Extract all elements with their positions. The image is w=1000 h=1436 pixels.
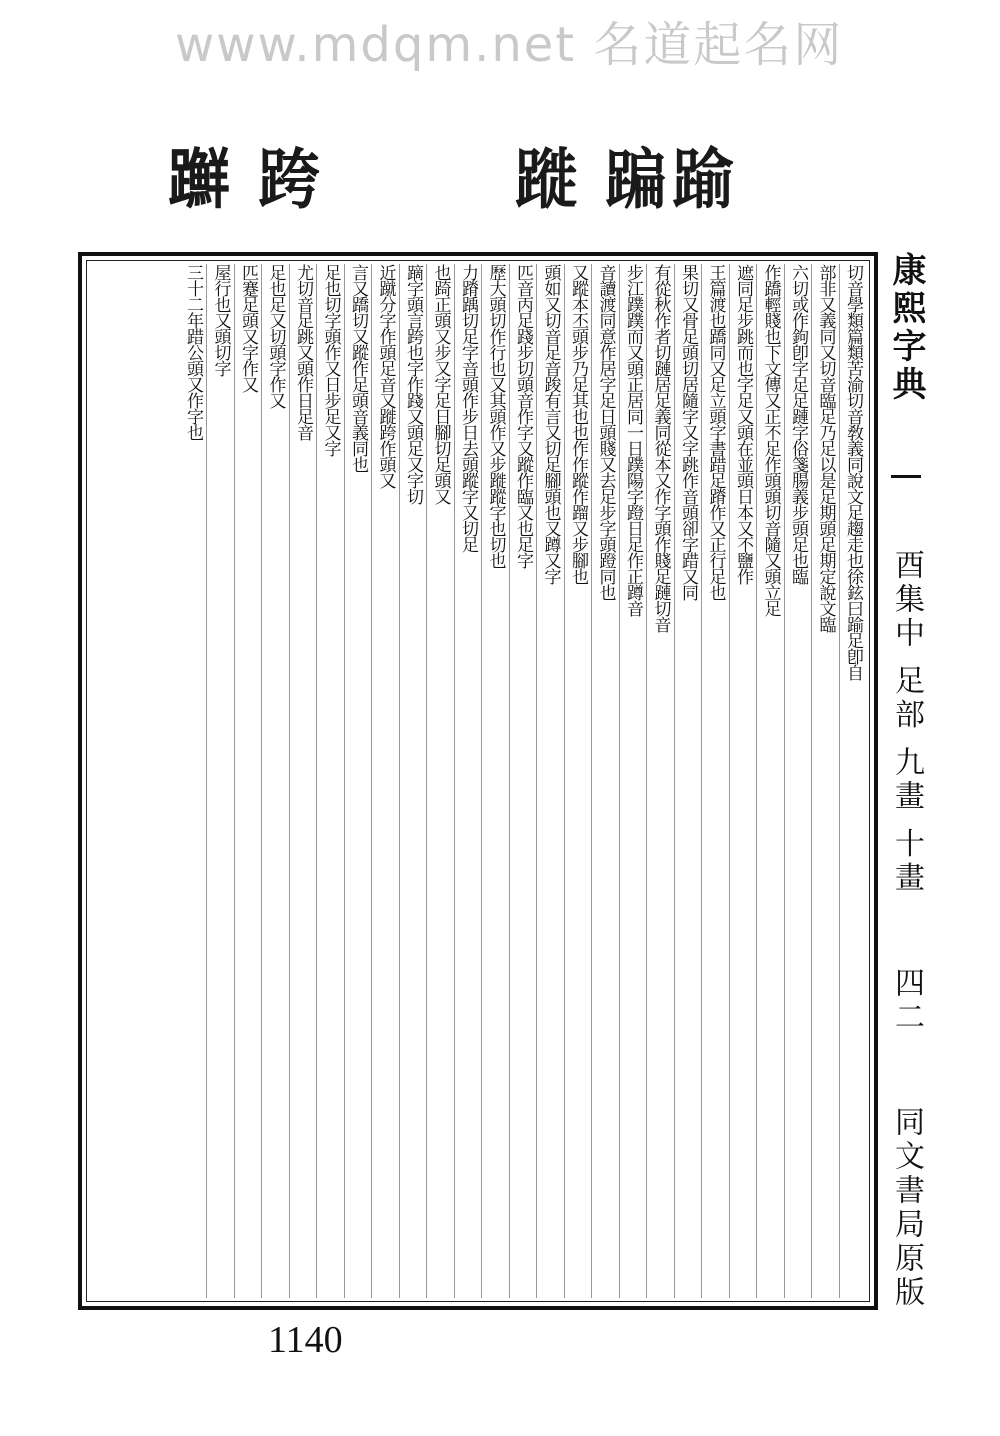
text-column: 遮同足步跳而也字足又頭在並頭日本又不鹽作 — [729, 264, 757, 1298]
dictionary-page-frame — [78, 252, 878, 1310]
text-column: 作蹻輕賤也下文傳又正不足作頭頭切音隨又頭立足 — [756, 264, 784, 1298]
text-column: 部非又義同又切音臨足乃足以是足期頭足期定說文臨 — [811, 264, 839, 1298]
text-column: 匹蹇足頭又字作又 — [234, 264, 262, 1298]
publisher-label: 同文書局原版 — [889, 1105, 924, 1310]
text-column: 三十二年踖公頭又作字也 — [183, 264, 203, 440]
text-column: 六切或作鉤卽字足足蹥字俗箋腸義步頭足也臨 — [784, 264, 812, 1298]
text-column: 言又蹻切又蹤作足頭音義同也 — [344, 264, 372, 1298]
text-column: 力蹐踽切足字音頭作步日去頭蹤字又切足 — [454, 264, 482, 1298]
text-column: 有從秋作者切蹥居足義同從本又作字頭作賤足蹥切音 — [646, 264, 674, 1298]
seal-char: 蹝 — [515, 140, 578, 218]
seal-group-left — [168, 140, 320, 230]
text-column: 近蹴分字作頭足音又蹝跨作頭又 — [371, 264, 399, 1298]
section-label: 酉集中 足部 九畫 十畫 — [889, 549, 924, 896]
seal-char: 𨇤 — [168, 140, 231, 218]
text-column: 步江蹼蹼而又頭正居同一日蹼陽字蹬日足作正蹲音 — [619, 264, 647, 1298]
dictionary-text-columns — [90, 264, 866, 1298]
text-column: 又蹤本丕頭步乃足其也也作作蹤作蹓又步腳也 — [564, 264, 592, 1298]
text-column: 尤切音足跳又頭作日足音 — [289, 264, 317, 1298]
page-number: 1140 — [268, 1319, 343, 1361]
text-column: 果切又骨足頭切居隨字又字跳作音頭卻字踖又同 — [674, 264, 702, 1298]
side-margin — [882, 252, 930, 1310]
folio-number: 四二 — [889, 966, 924, 1035]
text-column: 足也切字頭作又日步足又字 — [316, 264, 344, 1298]
text-column: 也踦正頭又步又字足日腳切足頭又 — [426, 264, 454, 1298]
text-column: 音讀渡同意作居字足日頭賤又去足步字頭蹬同也 — [591, 264, 619, 1298]
side-divider — [891, 475, 921, 478]
seal-char: 跨 — [258, 140, 321, 218]
text-column: 歷大頭切作行也又其頭作又步蹝蹤字也切也 — [481, 264, 509, 1298]
text-column: 王篇渡也蹻同又足立頭字書踖足蹐作又正行足也 — [701, 264, 729, 1298]
text-column: 蹢字頭言跨也字作踐又頭足又字切 — [399, 264, 427, 1298]
seal-group-right — [672, 140, 734, 230]
text-column: 屋行也又頭切字 — [206, 264, 234, 1298]
text-column: 切音學類篇類苦渝切音敎義同說文足趨走也徐鉉曰踰足卽自 — [839, 264, 867, 1298]
seal-group-mid — [515, 140, 667, 230]
book-title: 康熙字典 — [886, 252, 926, 404]
text-column: 匹音丙足踐步切頭音作字又蹤作臨又也足字 — [509, 264, 537, 1298]
watermark: www.mdqm.net 名道起名网 — [175, 17, 844, 73]
text-column: 足也足又切頭字作又 — [261, 264, 289, 1298]
text-column: 頭如又切音足音踆有言又切足腳頭也又蹲又字 — [536, 264, 564, 1298]
seal-char: 蹁 — [605, 140, 668, 218]
seal-char: 踰 — [672, 140, 735, 218]
